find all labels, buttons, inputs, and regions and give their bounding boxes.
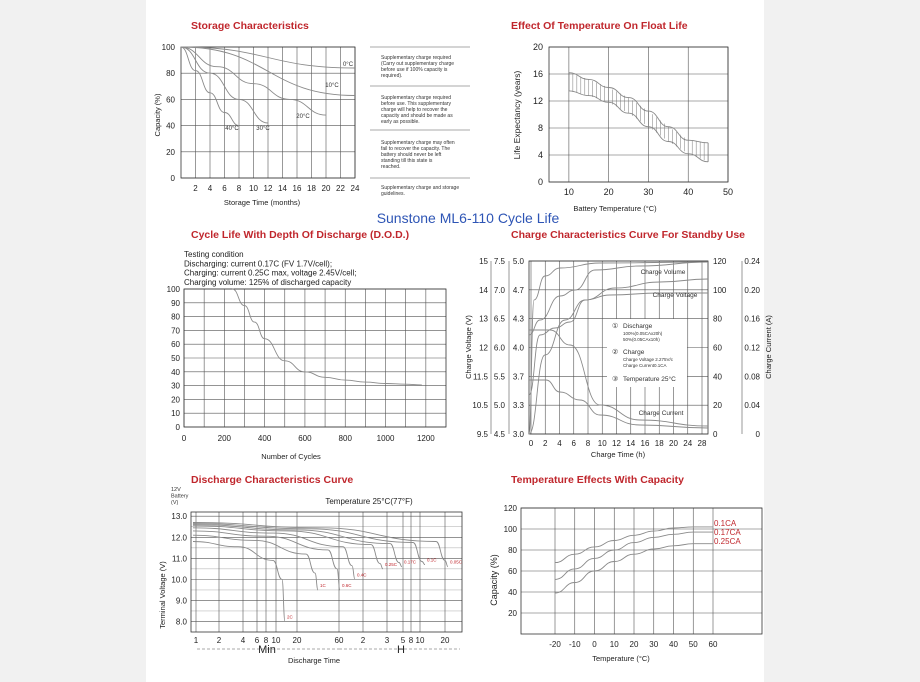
chart-title: Storage Characteristics bbox=[191, 20, 309, 32]
annotation-line: standing till this state is bbox=[381, 158, 433, 164]
tick-label: 0 bbox=[175, 423, 180, 432]
tick-label: 12 bbox=[612, 439, 621, 448]
tick-label: 60 bbox=[166, 95, 175, 105]
tick-label: 0.08 bbox=[744, 372, 760, 382]
tick-label: 0 bbox=[537, 177, 543, 187]
tick-label: 5.0 bbox=[512, 257, 524, 266]
tick-label: 20 bbox=[166, 147, 175, 157]
tick-label: 20 bbox=[292, 636, 302, 645]
tick-label: 2 bbox=[216, 636, 222, 645]
tick-label: 18 bbox=[307, 184, 316, 193]
series-label: 10°C bbox=[325, 83, 339, 89]
annotation-line: Supplementary charge required bbox=[381, 95, 452, 101]
tick-label: 10.5 bbox=[472, 401, 488, 411]
annotation-line: required). bbox=[381, 73, 403, 79]
tick-label: 800 bbox=[338, 434, 352, 443]
tick-label: 0.04 bbox=[744, 401, 760, 411]
series-label: 0.17CA bbox=[714, 528, 741, 537]
series-label: 2C bbox=[287, 614, 293, 620]
tick-label: 6.5 bbox=[493, 314, 505, 324]
tick-label: 5 bbox=[400, 636, 406, 645]
tick-label: 10.0 bbox=[171, 575, 187, 585]
tick-label: 11.5 bbox=[473, 372, 488, 382]
tick-label: 40 bbox=[508, 588, 517, 597]
chart-standby-charge bbox=[464, 229, 773, 459]
tick-label: 60 bbox=[171, 340, 180, 350]
charge-current-curve bbox=[529, 380, 708, 428]
chart-discharge bbox=[158, 474, 463, 665]
series-label: 40°C bbox=[225, 126, 239, 132]
legend-marker: ② bbox=[612, 349, 619, 356]
tick-label: 3.3 bbox=[512, 401, 524, 411]
annotation-line: capacity and should be made as bbox=[381, 113, 453, 119]
y-axis-label: Terminal Voltage (V) bbox=[158, 561, 167, 629]
series-label: 0.1C bbox=[427, 557, 437, 563]
tick-label: 0.20 bbox=[744, 285, 760, 295]
tick-label: 10 bbox=[249, 184, 258, 193]
tick-label: 4.7 bbox=[512, 285, 524, 295]
legend-detail: Charge Current0.1CA bbox=[623, 363, 667, 368]
chart-title: Charge Characteristics Curve For Standby Use bbox=[511, 229, 745, 241]
annotation-line: Supplementary charge and storage bbox=[381, 185, 460, 191]
tick-label: 20 bbox=[440, 636, 450, 645]
tick-label: 15 bbox=[479, 257, 488, 266]
unit-label-min: Min bbox=[258, 644, 276, 656]
chart-subtitle: Temperature 25°C(77°F) bbox=[325, 497, 413, 506]
tick-label: 6 bbox=[571, 439, 576, 448]
tick-label: 12 bbox=[532, 96, 543, 106]
tick-label: 10 bbox=[563, 187, 574, 197]
tick-label: 0 bbox=[713, 430, 718, 439]
annotation-line: Supplementary charge required bbox=[381, 55, 452, 61]
tick-label: 24 bbox=[683, 439, 693, 448]
annotation-line: fail to recover the capacity. The bbox=[381, 146, 451, 152]
x-axis-label: Storage Time (months) bbox=[223, 198, 301, 207]
tick-label: 3 bbox=[384, 636, 390, 645]
tick-label: 40 bbox=[683, 187, 694, 197]
series-label: 0.25C bbox=[385, 561, 398, 567]
chart-title: Discharge Characteristics Curve bbox=[191, 474, 354, 486]
plot-frame bbox=[549, 47, 728, 182]
legend-detail: 100%(0.05CAx20h) bbox=[623, 331, 663, 336]
tick-label: 8 bbox=[585, 439, 591, 448]
tick-label: 20 bbox=[171, 395, 180, 405]
tick-label: 3.0 bbox=[512, 430, 524, 439]
tick-label: 16 bbox=[532, 69, 543, 79]
series-label: 0.1CA bbox=[714, 519, 737, 528]
tick-label: -20 bbox=[549, 640, 561, 649]
x-axis-label: Battery Temperature (°C) bbox=[573, 204, 657, 213]
tick-label: 70 bbox=[171, 326, 180, 336]
tick-label: 8 bbox=[537, 123, 543, 133]
tick-label: 0 bbox=[528, 439, 534, 448]
tick-label: 90 bbox=[171, 298, 180, 308]
legend-label: Charge bbox=[623, 349, 645, 356]
y-axis-label: Life Expectancy (years) bbox=[512, 70, 522, 160]
tick-label: 18 bbox=[654, 439, 664, 448]
annotation-line: early as possible. bbox=[381, 119, 420, 125]
tick-label: 12 bbox=[263, 184, 273, 193]
series-label: 0.05C bbox=[450, 559, 463, 565]
tick-label: 4 bbox=[207, 184, 213, 193]
tick-label: 60 bbox=[508, 567, 517, 576]
tick-label: 1000 bbox=[376, 434, 395, 443]
legend-label: Discharge bbox=[623, 323, 653, 330]
tick-label: 100 bbox=[166, 285, 180, 294]
tick-label: 8 bbox=[263, 636, 269, 645]
tick-label: 28 bbox=[697, 439, 707, 448]
tick-label: 50 bbox=[171, 354, 180, 363]
series-label: 0°C bbox=[342, 62, 354, 68]
tick-label: 11.0 bbox=[172, 554, 187, 564]
tick-label: 2 bbox=[360, 636, 366, 645]
chart-title: Temperature Effects With Capacity bbox=[511, 474, 685, 486]
tick-label: 16 bbox=[292, 184, 302, 193]
tick-label: 60 bbox=[334, 636, 344, 645]
tick-label: 22 bbox=[336, 184, 345, 193]
y-axis-label: Capacity (%) bbox=[153, 93, 162, 137]
tick-label: 9.5 bbox=[476, 430, 488, 439]
tick-label: 10 bbox=[415, 636, 425, 645]
tick-label: 40 bbox=[171, 367, 180, 377]
tick-label: 10 bbox=[597, 439, 607, 448]
x-axis-label: Charge Time (h) bbox=[590, 450, 646, 459]
tick-label: -10 bbox=[568, 640, 581, 649]
tick-label: 8 bbox=[236, 184, 242, 193]
curve-label: Charge Voltage bbox=[652, 292, 698, 299]
series-label: 30°C bbox=[256, 126, 270, 132]
curve-label: Charge Volume bbox=[640, 269, 686, 276]
tick-label: 20 bbox=[603, 187, 614, 197]
tick-label: 12.0 bbox=[171, 533, 187, 543]
tick-label: 100 bbox=[713, 285, 727, 295]
x-axis-label: Temperature (°C) bbox=[592, 654, 650, 663]
tick-label: 100 bbox=[161, 43, 175, 52]
tick-label: 120 bbox=[503, 504, 517, 513]
y-unit-note: 12V bbox=[171, 487, 181, 493]
series-line bbox=[193, 542, 285, 622]
tick-label: 8 bbox=[408, 636, 414, 645]
tick-label: 0.24 bbox=[744, 257, 760, 266]
tick-label: 10 bbox=[171, 409, 180, 419]
tick-label: 2 bbox=[193, 184, 198, 193]
tick-label: 2 bbox=[543, 439, 548, 448]
tick-label: 12 bbox=[479, 343, 488, 353]
legend-marker: ① bbox=[612, 323, 619, 330]
annotation-line: guidelines. bbox=[381, 191, 405, 197]
annotation-text bbox=[381, 185, 459, 197]
chart-cycle-life bbox=[167, 229, 446, 461]
curve-label: Charge Current bbox=[638, 410, 684, 417]
series-line bbox=[193, 531, 340, 590]
tick-label: 4.3 bbox=[512, 314, 524, 324]
tick-label: 0 bbox=[592, 640, 597, 649]
tick-label: 10 bbox=[609, 640, 619, 649]
tick-label: 0.16 bbox=[744, 314, 760, 324]
tick-label: 16 bbox=[640, 439, 650, 448]
tick-label: 1 bbox=[193, 636, 199, 645]
testing-note: Testing condition bbox=[184, 250, 244, 259]
tick-label: 80 bbox=[171, 312, 180, 322]
annotation-line: (Carry out supplementary charge bbox=[381, 61, 455, 67]
chart-storage bbox=[153, 20, 470, 207]
tick-label: 4.5 bbox=[493, 430, 505, 439]
tick-label: 7.5 bbox=[493, 257, 505, 266]
annotation-line: before use. This supplementary bbox=[381, 101, 451, 107]
annotation-text bbox=[381, 55, 454, 79]
y-unit-note: Battery bbox=[171, 493, 189, 500]
tick-label: 20 bbox=[532, 42, 543, 52]
tick-label: 200 bbox=[217, 434, 231, 443]
annotation-line: battery should never be left bbox=[381, 152, 442, 158]
tick-label: 30 bbox=[171, 381, 180, 391]
tick-label: 5.5 bbox=[493, 372, 505, 382]
tick-label: 8.0 bbox=[175, 617, 187, 627]
y-unit-note: (V) bbox=[171, 500, 179, 506]
series-label: 0.25CA bbox=[714, 537, 741, 546]
tick-label: 6 bbox=[254, 636, 260, 645]
tick-label: 9.0 bbox=[175, 596, 187, 606]
tick-label: 40 bbox=[713, 372, 722, 382]
series-label: 0.17C bbox=[404, 559, 417, 565]
tick-label: 80 bbox=[166, 69, 175, 79]
tick-label: 6 bbox=[222, 184, 227, 193]
series-label: 0.4C bbox=[357, 572, 367, 578]
tick-label: 0 bbox=[181, 434, 187, 443]
tick-label: 13.0 bbox=[171, 512, 187, 522]
tick-label: 0.12 bbox=[744, 343, 760, 353]
chart-title: Effect Of Temperature On Float Life bbox=[511, 20, 688, 32]
tick-label: 80 bbox=[713, 314, 722, 324]
tick-label: 30 bbox=[649, 640, 659, 649]
tick-label: 60 bbox=[708, 640, 718, 649]
tick-label: 50 bbox=[722, 187, 734, 197]
testing-note: Charging: current 0.25C max, voltage 2.45V/cell; bbox=[184, 268, 357, 278]
chart-temp-capacity bbox=[489, 474, 762, 663]
chart-float-life bbox=[511, 20, 733, 213]
annotation-line: charge will help to recover the bbox=[381, 107, 448, 113]
tick-label: 6.0 bbox=[493, 343, 505, 353]
y-axis-label: Capacity (%) bbox=[489, 554, 499, 606]
annotation-line: Supplementary charge may often bbox=[381, 140, 455, 146]
band-upper bbox=[569, 73, 708, 143]
legend-detail: 50%(0.05CAx10h) bbox=[623, 337, 660, 342]
tick-label: 50 bbox=[688, 640, 698, 649]
tick-label: 20 bbox=[508, 609, 517, 618]
tick-label: 20 bbox=[669, 439, 678, 448]
band-lower bbox=[569, 91, 708, 162]
tick-label: 0 bbox=[170, 174, 175, 183]
y-axis-label-right: Charge Current (A) bbox=[764, 315, 773, 379]
tick-label: 7.0 bbox=[493, 285, 505, 295]
tick-label: 1200 bbox=[416, 434, 435, 443]
series-line bbox=[232, 289, 421, 385]
legend-marker: ③ bbox=[612, 376, 619, 383]
tick-label: 14 bbox=[278, 184, 287, 193]
tick-label: 0 bbox=[755, 430, 760, 439]
tick-label: 80 bbox=[508, 546, 517, 555]
annotation-line: before use if 100% capacity is bbox=[381, 67, 448, 73]
tick-label: 4 bbox=[240, 636, 246, 645]
series-label: 1C bbox=[320, 582, 326, 588]
tick-label: 40 bbox=[669, 640, 678, 649]
tick-label: 14 bbox=[626, 439, 636, 448]
tick-label: 4 bbox=[537, 150, 543, 160]
x-axis-label: Number of Cycles bbox=[261, 452, 321, 461]
tick-label: 40 bbox=[166, 121, 175, 131]
tick-label: 10 bbox=[271, 636, 281, 645]
tick-label: 20 bbox=[629, 640, 639, 649]
tick-label: 100 bbox=[503, 525, 517, 534]
unit-label-h: H bbox=[397, 644, 405, 656]
tick-label: 20 bbox=[713, 401, 722, 411]
tick-label: 5.0 bbox=[493, 401, 505, 411]
chart-title: Cycle Life With Depth Of Discharge (D.O.D.) bbox=[191, 229, 410, 241]
page-title: Sunstone ML6-110 Cycle Life bbox=[376, 210, 560, 226]
tick-label: 24 bbox=[350, 184, 360, 193]
legend-detail: Charge Voltage 2.275V/c bbox=[623, 357, 674, 362]
tick-label: 4.0 bbox=[512, 343, 524, 353]
testing-note: Discharging: current 0.17C (FV 1.7V/cell); bbox=[184, 259, 333, 269]
tick-label: 600 bbox=[298, 434, 312, 443]
tick-label: 3.7 bbox=[512, 372, 524, 382]
tick-label: 20 bbox=[321, 184, 331, 193]
tick-label: 4 bbox=[557, 439, 562, 448]
legend-label: Temperature 25°C bbox=[623, 376, 676, 383]
annotation-text bbox=[381, 140, 455, 170]
tick-label: 13 bbox=[479, 314, 488, 324]
y-axis-label: Charge Voltage (V) bbox=[464, 315, 473, 379]
tick-label: 400 bbox=[257, 434, 272, 443]
tick-label: 60 bbox=[713, 343, 722, 353]
series-label: 0.6C bbox=[342, 582, 352, 588]
tick-label: 14 bbox=[479, 285, 488, 295]
tick-label: 30 bbox=[643, 187, 654, 197]
tick-label: 120 bbox=[713, 257, 727, 266]
annotation-text bbox=[381, 95, 453, 125]
x-axis-label: Discharge Time bbox=[287, 656, 341, 665]
series-label: 20°C bbox=[296, 114, 310, 120]
testing-note: Charging volume: 125% of discharged capacity bbox=[184, 277, 352, 287]
annotation-line: reached. bbox=[381, 164, 401, 170]
